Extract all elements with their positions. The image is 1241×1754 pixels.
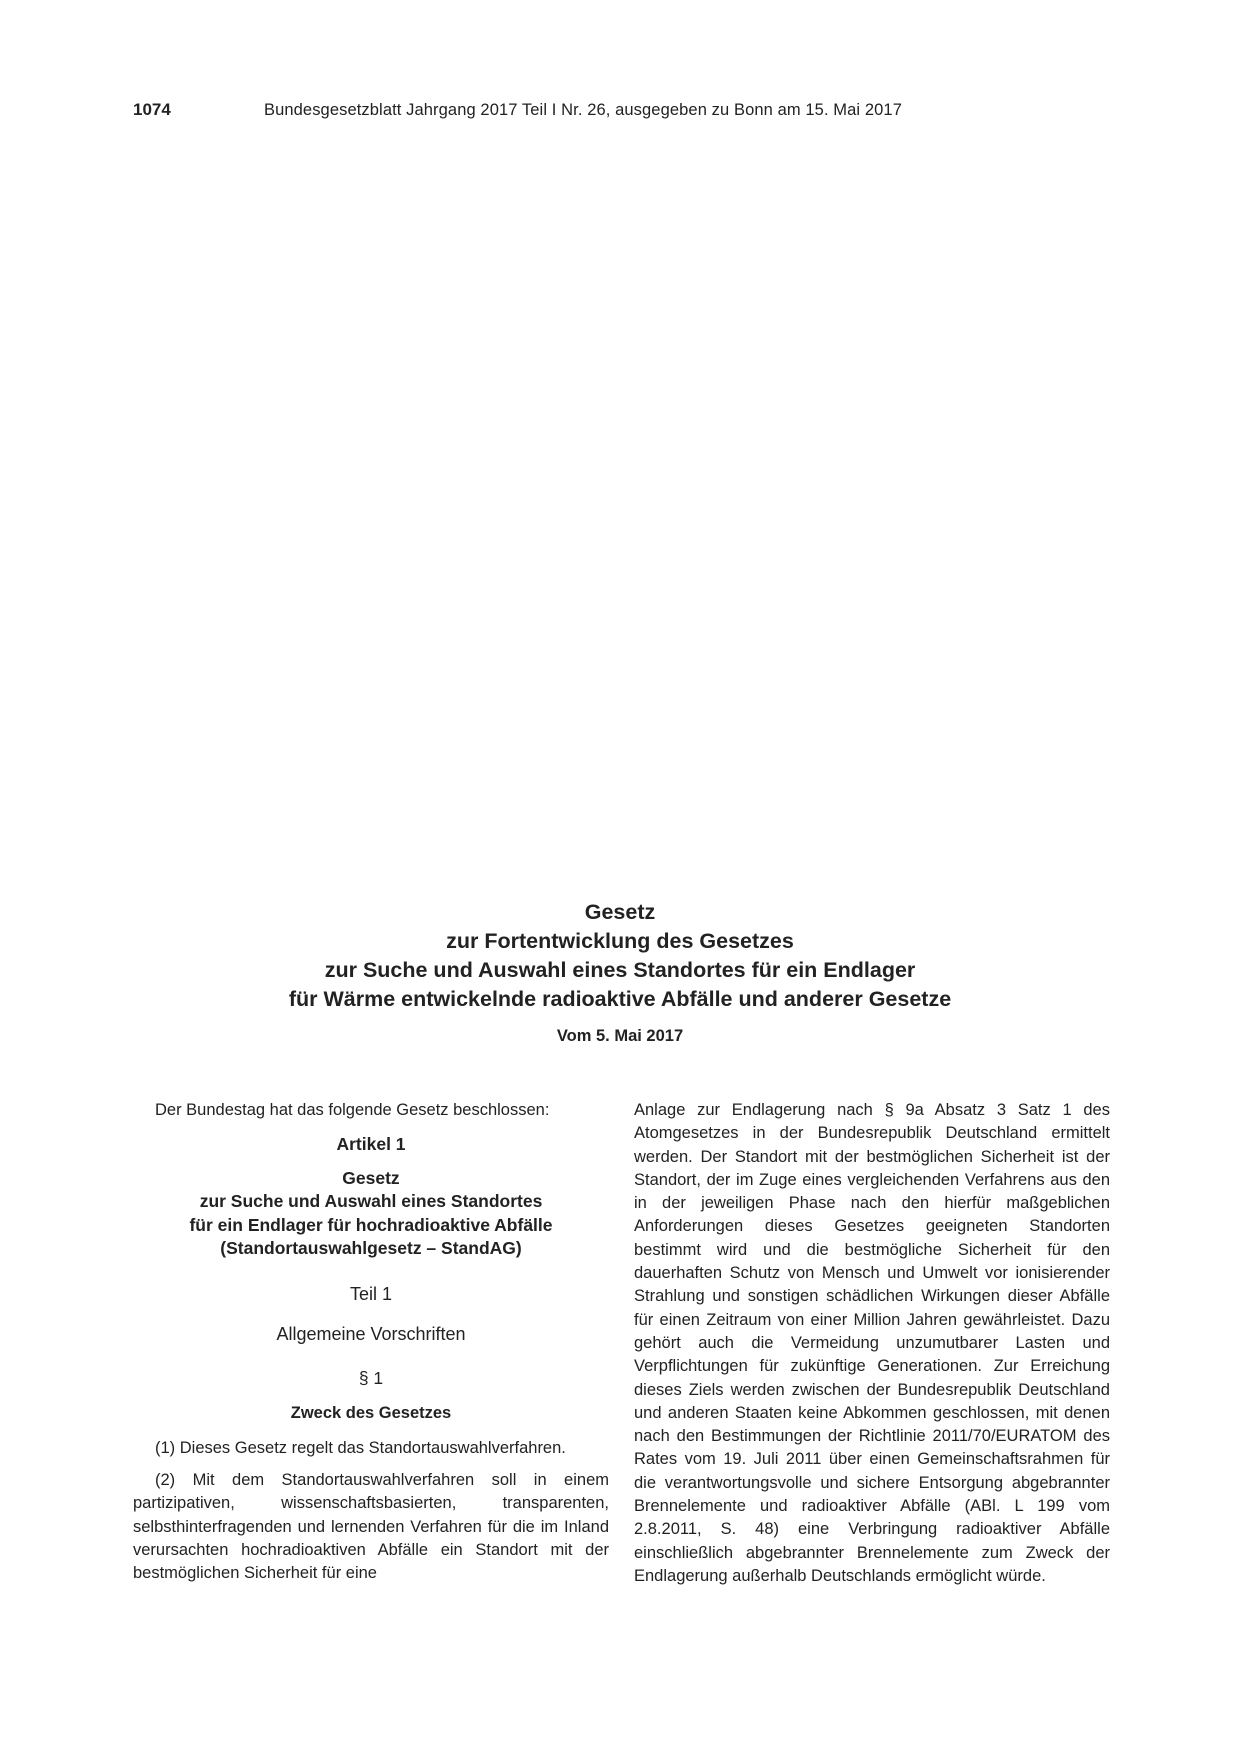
- page-number: 1074: [133, 100, 171, 119]
- continuation-paragraph: Anlage zur Endlagerung nach § 9a Absatz 3 Satz 1 des Atomgesetzes in der Bundesrepublik Deutschland ermittelt werden. Der Standort mit der bestmöglichen Sicherheit ist der Standort, der im Zuge eines vergleichenden Verfahrens aus den in der jeweiligen Phase nach den hierfür maßgeblichen Anforderungen dieses Gesetzes geeigneten Standorten bestimmt wird und die bestmögliche Sicherheit für den dauerhaften Schutz von Mensch und Umwelt vor ionisierender Strahlung und sonstigen schädlichen Wirkungen dieser Abfälle für einen Zeitraum von einer Million Jahren gewährleistet. Dazu gehört auch die Vermeidung unzumutbarer Lasten und Verpflichtungen für zukünftige Generationen. Zur Erreichung dieses Ziels werden zwischen der Bundesrepublik Deutschland und anderen Staaten keine Abkommen geschlossen, mit denen nach den Bestimmungen der Richtlinie 2011/70/EURATOM des Rates vom 19. Juli 2011 über einen Gemeinschaftsrahmen für die verantwortungsvolle und sichere Entsorgung abgebrannter Brennelemente und radioaktiver Abfälle (ABl. L 199 vom 2.8.2011, S. 48) eine Verbringung radioaktiver Abfälle einschließlich abgebrannter Brennelemente zum Zweck der Endlagerung außerhalb Deutschlands ermöglicht würde.: [634, 1101, 1110, 1585]
- article-title-line: für ein Endlager für hochradioaktive Abfälle: [189, 1214, 553, 1235]
- paragraph-2: (2) Mit dem Standortauswahlverfahren soll in einem partizipativen, wissenschaftsbasierten, transparenten, selbsthinterfragenden und lernenden Verfahren für die im Inland verursachten hochradioaktiven Abfälle ein Standort mit der bestmöglichen Sicherheit für eine: [133, 1471, 609, 1583]
- article-title-line: zur Suche und Auswahl eines Standortes: [199, 1191, 543, 1212]
- section-heading: § 1: [358, 1368, 384, 1389]
- article-heading: Artikel 1: [336, 1134, 406, 1155]
- law-title-line: zur Fortentwicklung des Gesetzes: [446, 929, 794, 953]
- left-column: [133, 1099, 609, 1586]
- running-header: Bundesgesetzblatt Jahrgang 2017 Teil I Nr. 26, ausgegeben zu Bonn am 15. Mai 2017: [264, 101, 902, 119]
- law-title-line: Gesetz: [584, 900, 656, 924]
- section-title: Zweck des Gesetzes: [290, 1404, 452, 1423]
- law-date: Vom 5. Mai 2017: [556, 1027, 684, 1045]
- intro-paragraph: Der Bundestag hat das folgende Gesetz beschlossen:: [155, 1101, 550, 1119]
- article-title: [133, 1167, 609, 1261]
- part-heading: Teil 1: [349, 1283, 393, 1304]
- paragraph-1: (1) Dieses Gesetz regelt das Standortauswahlverfahren.: [155, 1438, 566, 1457]
- law-title-line: für Wärme entwickelnde radioaktive Abfälle und anderer Gesetze: [288, 987, 952, 1011]
- law-title-line: zur Suche und Auswahl eines Standortes für ein Endlager: [324, 958, 916, 982]
- law-title: [150, 898, 1090, 1014]
- right-column: [634, 1099, 1110, 1588]
- part-title: Allgemeine Vorschriften: [276, 1323, 466, 1344]
- article-title-line: Gesetz: [342, 1167, 400, 1188]
- article-title-line: (Standortauswahlgesetz – StandAG): [220, 1238, 522, 1259]
